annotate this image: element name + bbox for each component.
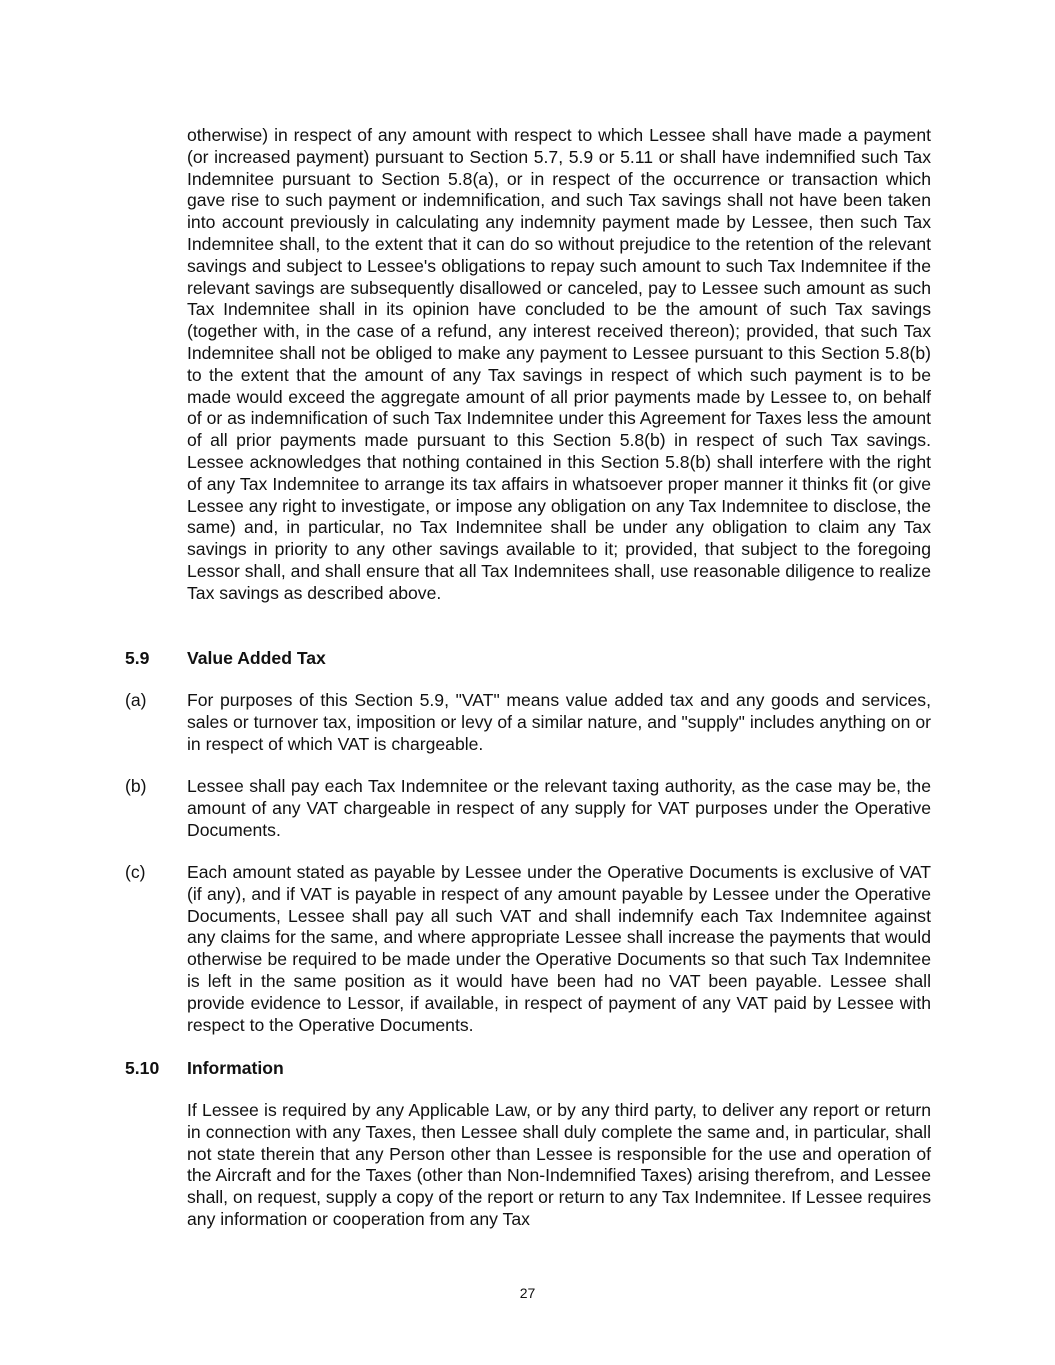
page-number: 27 <box>519 1285 536 1301</box>
section-5-9-title: Value Added Tax <box>187 648 326 668</box>
section-5-10-text: If Lessee is required by any Applicable Law, or by any third party, to deliver any report or return in connection with any Taxes, then Lessee shall duly complete the same and, in particular, shall not state therein that any Person other than Lessee is responsible for the use and operation of the Aircraft and for the Taxes (other than Non-Indemnified Taxes) arising therefrom, and Lessee shall, on request, supply a copy of the report or return to any Tax Indemnitee. If Lessee requires any information or cooperation from any Tax <box>187 1100 931 1229</box>
section-5-10-number: 5.10 <box>125 1058 160 1078</box>
item-a-text: For purposes of this Section 5.9, "VAT" means value added tax and any goods and services, sales or turnover tax, imposition or levy of a similar nature, and "supply" includes anything on or in respect of which VAT is chargeable. <box>187 690 931 754</box>
item-c-text: Each amount stated as payable by Lessee under the Operative Documents is exclusive of VAT (if any), and if VAT is payable in respect of any amount payable by Lessee under the Operative Documents, Lessee shall pay all such VAT and shall indemnify each Tax Indemnitee against any claims for the same, and where appropriate Lessee shall increase the payments that would otherwise be required to be made under the Operative Documents so that such Tax Indemnitee is left in the same position as it would have been had no VAT been payable. Lessee shall provide evidence to Lessor, if available, in respect of payment of any VAT paid by Lessee with respect to the Operative Documents. <box>187 862 931 1035</box>
item-c-label: (c) <box>125 862 146 882</box>
continuation-paragraph: otherwise) in respect of any amount with respect to which Lessee shall have made a payment (or increased payment) pursuant to Section 5.7, 5.9 or 5.11 or shall have indemnified such Tax Indemnitee pursuant to Section 5.8(a), or in respect of the occurrence or transaction which gave rise to such payment or indemnification, and such Tax savings shall not have been taken into account previously in calculating any indemnity payment made by Lessee, then such Tax Indemnitee shall, to the extent that it can do so without prejudice to the retention of the relevant savings and subject to Lessee's obligations to repay such amount to such Tax Indemnitee if the relevant savings are subsequently disallowed or canceled, pay to Lessee such amount as such Tax Indemnitee shall in its opinion have concluded to be the amount of such Tax savings (together with, in the case of a refund, any interest received thereon); provided, that such Tax Indemnitee shall not be obliged to make any payment to Lessee pursuant to this Section 5.8(b) to the extent that the amount of any Tax savings in respect of which such payment is to be made would exceed the aggregate amount of all prior payments made by Lessee to, on behalf of or as indemnification of such Tax Indemnitee under this Agreement for Taxes less the amount of all prior payments made pursuant to this Section 5.8(b) in respect of such Tax savings. Lessee acknowledges that nothing contained in this Section 5.8(b) shall interfere with the right of any Tax Indemnitee to arrange its tax affairs in whatsoever proper manner it thinks fit (or give Lessee any right to investigate, or impose any obligation on any Tax Indemnitee to disclose, the same) and, in particular, no Tax Indemnitee shall be under any obligation to claim any Tax savings in priority to any other savings available to it; provided, that subject to the foregoing Lessor shall, and shall ensure that all Tax Indemnitees shall, use reasonable diligence to realize Tax savings as described above. <box>187 125 931 603</box>
section-5-10-title: Information <box>187 1058 284 1078</box>
item-b-text: Lessee shall pay each Tax Indemnitee or the relevant taxing authority, as the case may be, the amount of any VAT chargeable in respect of any supply for VAT purposes under the Operative Documents. <box>187 776 931 840</box>
section-5-9-number: 5.9 <box>125 648 150 668</box>
item-b-label: (b) <box>125 776 147 796</box>
item-a-label: (a) <box>125 690 147 710</box>
